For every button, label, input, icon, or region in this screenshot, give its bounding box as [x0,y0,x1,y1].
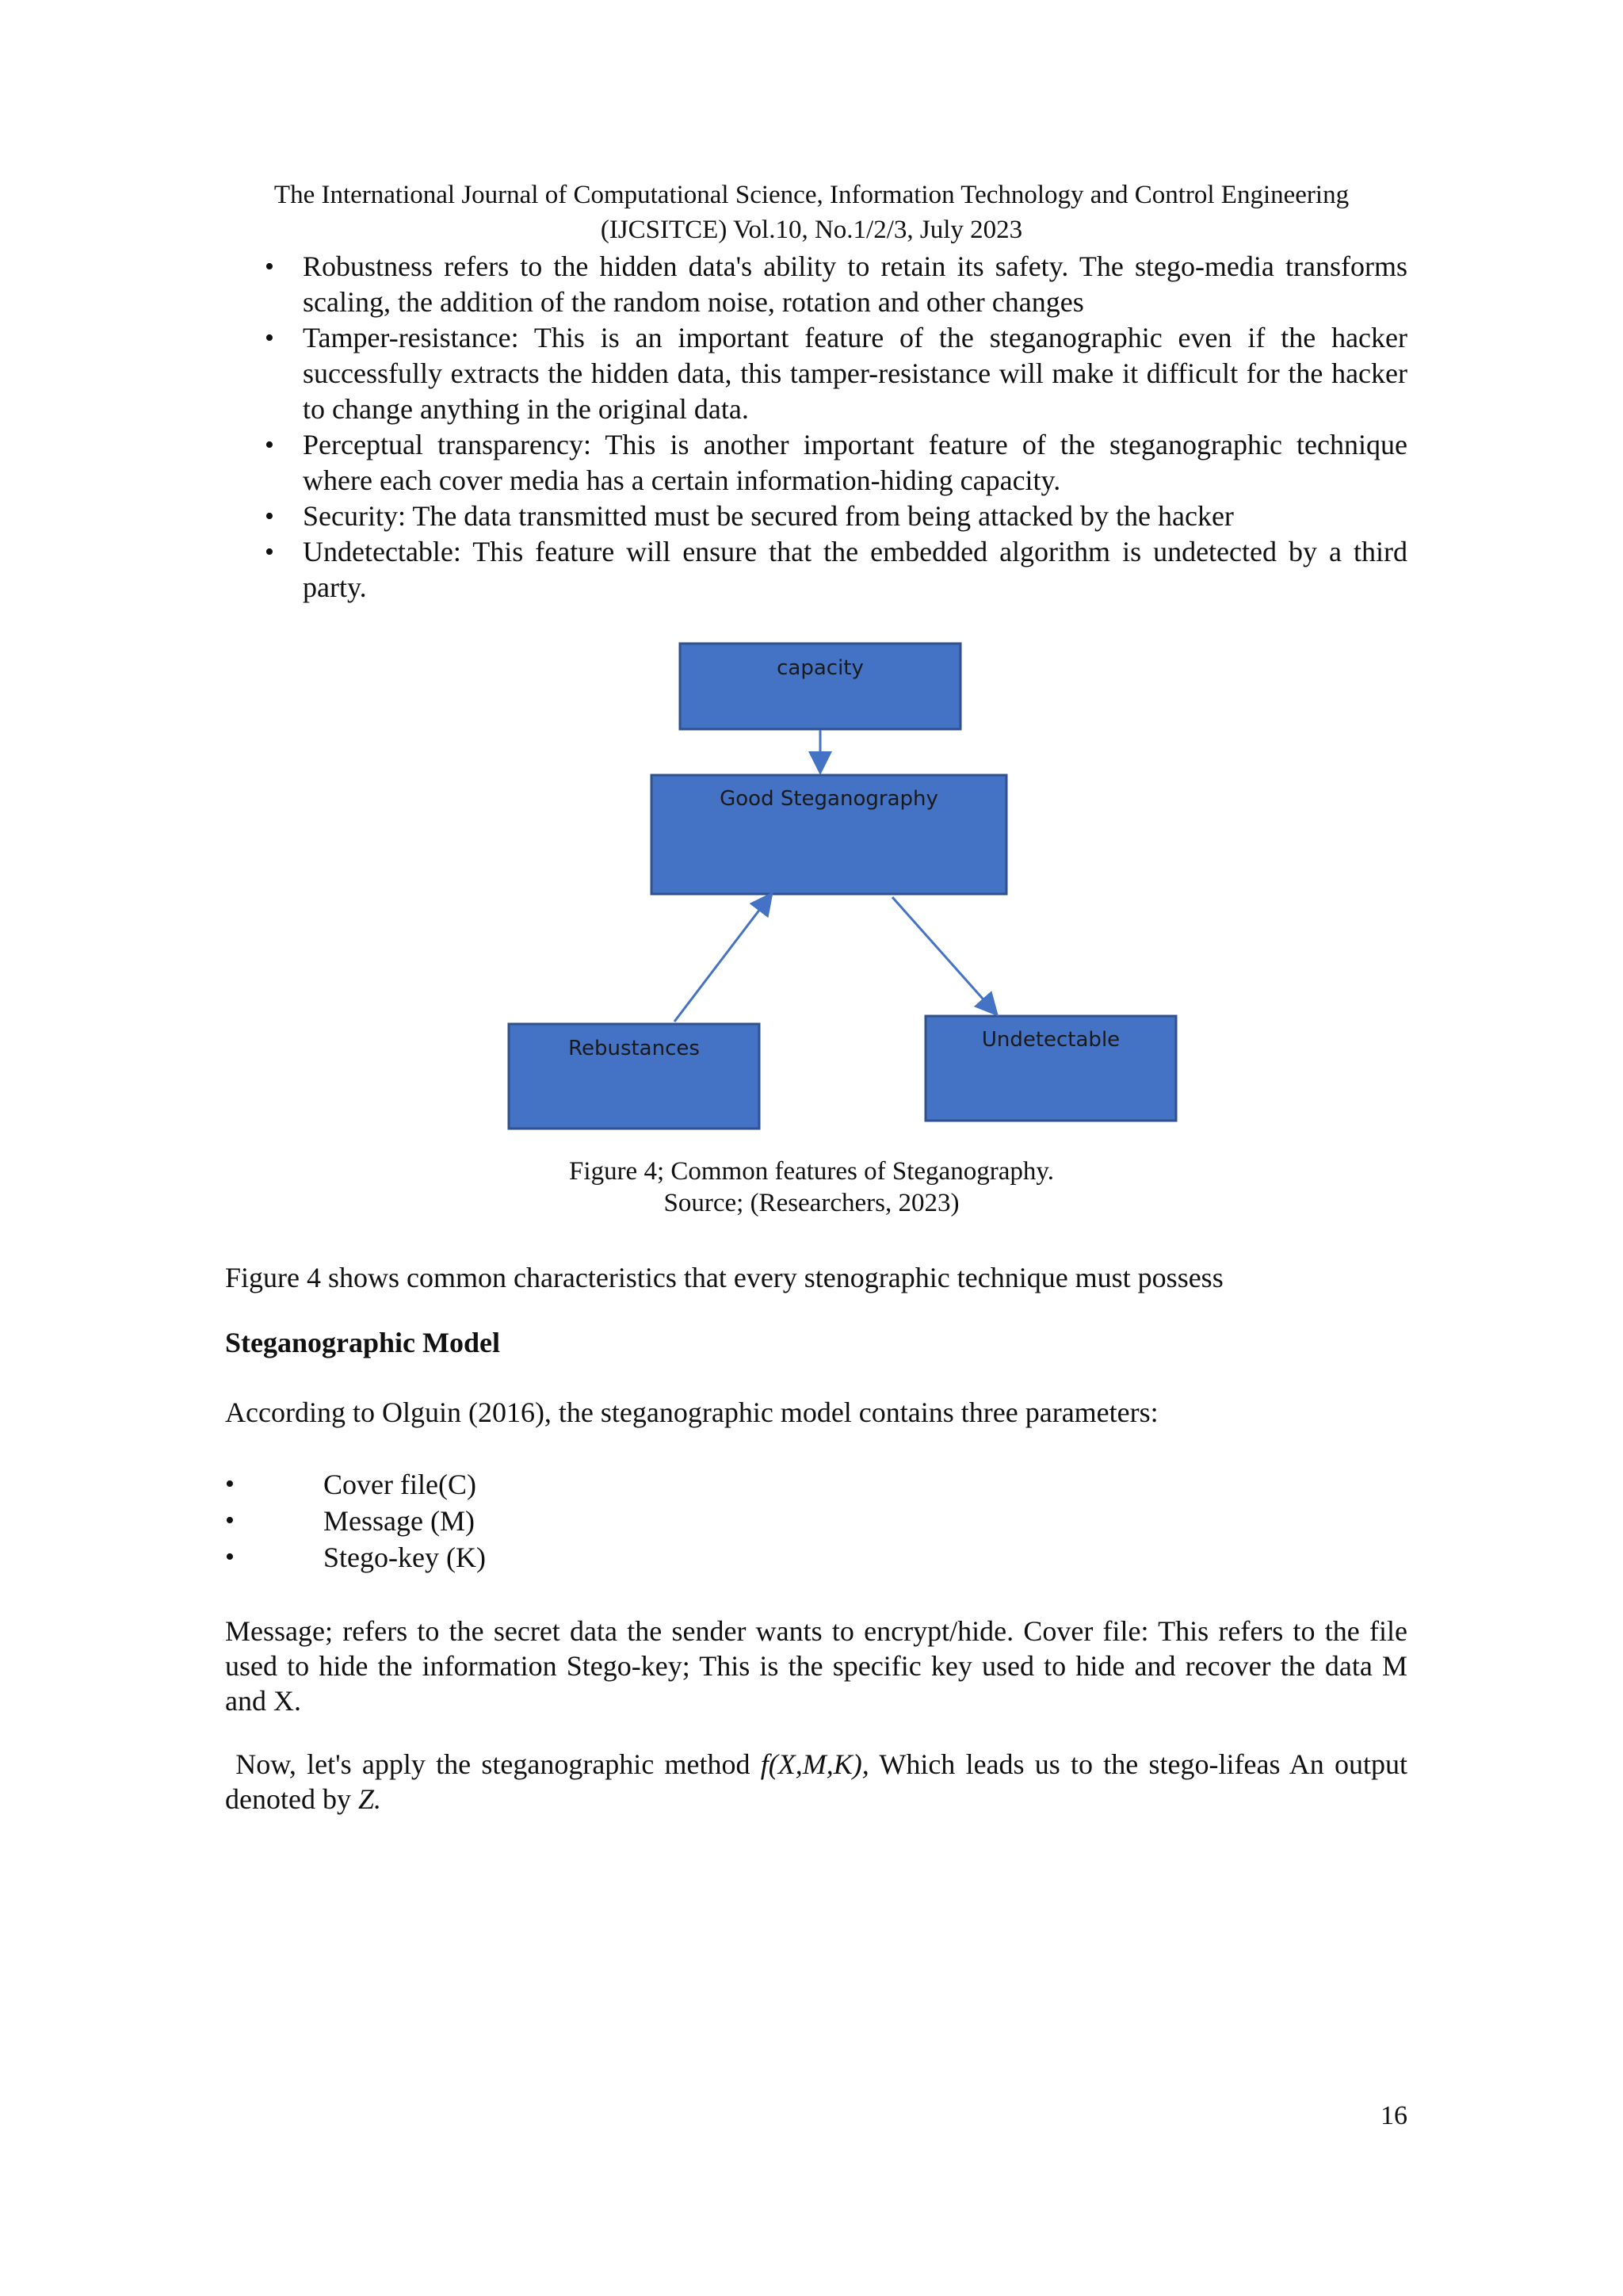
node-rebustances [509,1024,759,1129]
list-item: • Robustness refers to the hidden data's ability to retain its safety. The stego-media transforms scaling, the addition of the random noise, rotation and other changes [265,250,1407,318]
node-undetectable-label: Undetectable [981,1028,1121,1052]
model-intro: According to Olguin (2016), the steganographic model contains three parameters: [225,1396,1159,1428]
definitions-paragraph: Message; refers to the secret data the sender wants to encrypt/hide. Cover file: This refers to the file used to hide the information Stego-key; This is the specific key used to hide and recover the data M and X. [225,1615,1407,1717]
list-item: • Tamper-resistance: This is an important feature of the steganographic even if the hacker successfully extracts the hidden data, this tamper-resistance will make it difficult for the hacker to change anything in the original data. [265,322,1407,425]
list-item: • Undetectable: This feature will ensure that the embedded algorithm is undetected by a third party. [265,536,1407,603]
node-good-label: Good Steganography [720,787,938,811]
list-item: • Cover file(C) [225,1466,486,1503]
section-heading: Steganographic Model [225,1327,500,1358]
bullet-icon: • [225,1542,235,1572]
node-capacity [680,644,960,729]
bullet-icon: • [265,430,274,460]
arrow-rebustances-to-good [674,896,770,1022]
arrow-good-to-undetectable [892,897,995,1013]
figure-caption-title: Figure 4; Common features of Steganography. [569,1157,1054,1186]
figure-description: Figure 4 shows common characteristics that every stenographic technique must possess [225,1262,1224,1293]
bullet-icon: • [265,252,274,281]
bullet-icon: • [265,323,274,353]
node-capacity-label: capacity [777,656,864,680]
journal-volume: (IJCSITCE) Vol.10, No.1/2/3, July 2023 [600,216,1023,244]
journal-title: The International Journal of Computational Science, Information Technology and Control Engineering [273,181,1350,209]
figure-caption-source: Source; (Researchers, 2023) [663,1189,960,1217]
node-good-steganography [651,775,1006,894]
list-item: • Security: The data transmitted must be secured from being attacked by the hacker [265,499,1407,534]
node-undetectable [926,1016,1176,1121]
list-item: • Perceptual transparency: This is another important feature of the steganographic technique where each cover media has a certain information-hiding capacity. [265,429,1407,496]
parameter-list [225,1466,486,1576]
bullet-icon: • [265,502,274,531]
list-item: • Stego-key (K) [225,1539,486,1576]
method-paragraph: Now, let's apply the steganographic method f(X,M,K), Which leads us to the stego-lifeas An output denoted by Z. [225,1748,1407,1815]
figure-caption [0,1156,1623,1219]
node-rebustances-label: Rebustances [568,1037,700,1060]
page-number: 16 [1381,2101,1407,2130]
bullet-icon: • [265,537,274,567]
bullet-icon: • [225,1469,235,1499]
bullet-icon: • [225,1506,235,1535]
list-item: • Message (M) [225,1503,486,1539]
